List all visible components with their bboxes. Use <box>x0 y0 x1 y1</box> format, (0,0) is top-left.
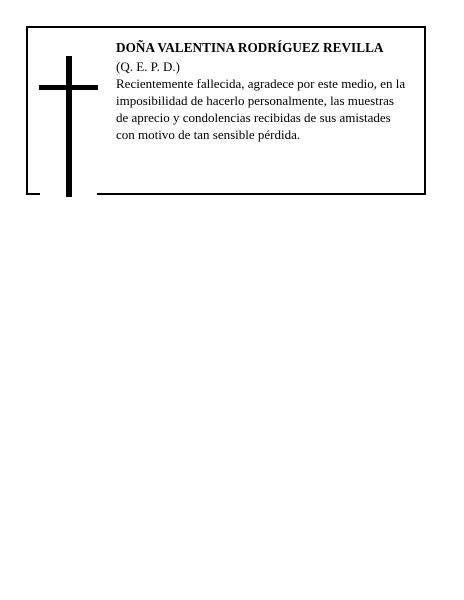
cross-vertical-bar <box>66 56 72 197</box>
message-line: con motivo de tan sensible pérdida. <box>116 127 301 142</box>
message-line: imposibilidad de hacerlo personalmente, las muestras <box>116 93 394 108</box>
message-line: de aprecio y condolencias recibidas de sus amistades <box>116 110 391 125</box>
deceased-name: DOÑA VALENTINA RODRÍGUEZ REVILLA <box>116 40 384 55</box>
notice-text <box>116 39 426 143</box>
message-line: Recientemente fallecida, agradece por este medio, en la <box>116 76 406 91</box>
obituary-notice <box>26 26 426 195</box>
rip-abbreviation: (Q. E. P. D.) <box>116 59 180 74</box>
notice-message <box>116 75 426 143</box>
cross-horizontal-bar <box>39 85 98 90</box>
